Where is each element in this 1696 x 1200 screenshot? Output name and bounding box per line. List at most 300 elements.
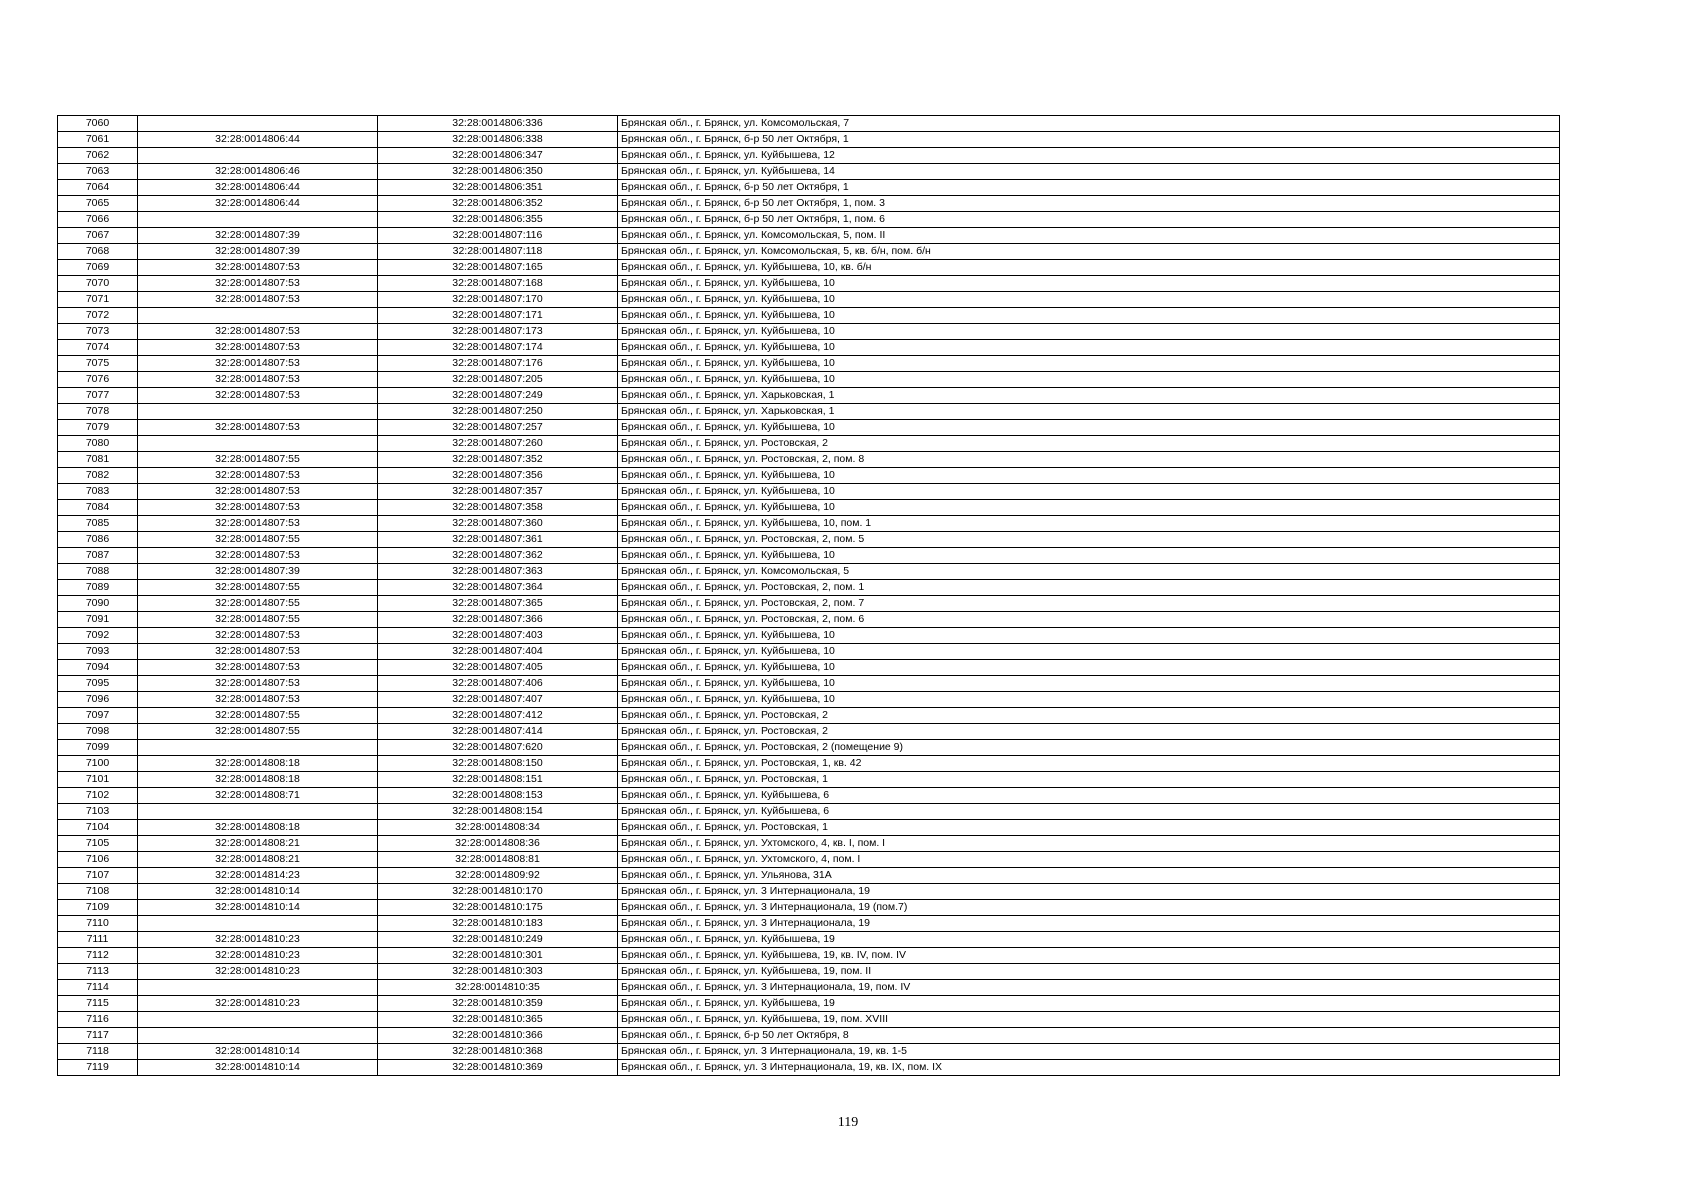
table-row bbox=[58, 212, 1560, 228]
address-cell: Брянская обл., г. Брянск, ул. Ростовская, 2 bbox=[618, 436, 1560, 452]
address-cell: Брянская обл., г. Брянск, ул. Куйбышева, 10 bbox=[618, 276, 1560, 292]
address-cell: Брянская обл., г. Брянск, ул. Ростовская, 1, кв. 42 bbox=[618, 756, 1560, 772]
cadastral-number-cell: 32:28:0014810:183 bbox=[378, 916, 618, 932]
address-cell: Брянская обл., г. Брянск, ул. Куйбышева, 10 bbox=[618, 628, 1560, 644]
row-number-cell: 7083 bbox=[58, 484, 138, 500]
address-cell: Брянская обл., г. Брянск, ул. Куйбышева, 19 bbox=[618, 932, 1560, 948]
parent-cadastral-number-cell bbox=[138, 1028, 378, 1044]
table-row bbox=[58, 660, 1560, 676]
row-number-cell: 7066 bbox=[58, 212, 138, 228]
row-number-cell: 7060 bbox=[58, 116, 138, 132]
parent-cadastral-number-cell bbox=[138, 980, 378, 996]
parent-cadastral-number-cell: 32:28:0014807:53 bbox=[138, 260, 378, 276]
row-number-cell: 7096 bbox=[58, 692, 138, 708]
parent-cadastral-number-cell: 32:28:0014806:44 bbox=[138, 196, 378, 212]
table-row bbox=[58, 388, 1560, 404]
parent-cadastral-number-cell bbox=[138, 116, 378, 132]
cadastral-number-cell: 32:28:0014807:249 bbox=[378, 388, 618, 404]
address-cell: Брянская обл., г. Брянск, ул. Куйбышева, 19 bbox=[618, 996, 1560, 1012]
address-cell: Брянская обл., г. Брянск, ул. Куйбышева, 10 bbox=[618, 324, 1560, 340]
table-row bbox=[58, 260, 1560, 276]
row-number-cell: 7104 bbox=[58, 820, 138, 836]
parent-cadastral-number-cell: 32:28:0014807:55 bbox=[138, 532, 378, 548]
address-cell: Брянская обл., г. Брянск, б-р 50 лет Октября, 1, пом. 6 bbox=[618, 212, 1560, 228]
table-row bbox=[58, 980, 1560, 996]
row-number-cell: 7105 bbox=[58, 836, 138, 852]
row-number-cell: 7082 bbox=[58, 468, 138, 484]
cadastral-number-cell: 32:28:0014807:116 bbox=[378, 228, 618, 244]
parent-cadastral-number-cell: 32:28:0014814:23 bbox=[138, 868, 378, 884]
parent-cadastral-number-cell: 32:28:0014807:55 bbox=[138, 580, 378, 596]
parent-cadastral-number-cell: 32:28:0014807:55 bbox=[138, 596, 378, 612]
row-number-cell: 7108 bbox=[58, 884, 138, 900]
parent-cadastral-number-cell bbox=[138, 436, 378, 452]
address-cell: Брянская обл., г. Брянск, ул. Куйбышева, 10 bbox=[618, 676, 1560, 692]
row-number-cell: 7114 bbox=[58, 980, 138, 996]
parent-cadastral-number-cell bbox=[138, 916, 378, 932]
parent-cadastral-number-cell bbox=[138, 804, 378, 820]
address-cell: Брянская обл., г. Брянск, ул. Куйбышева, 19, пом. II bbox=[618, 964, 1560, 980]
row-number-cell: 7085 bbox=[58, 516, 138, 532]
address-cell: Брянская обл., г. Брянск, ул. Комсомольская, 5 bbox=[618, 564, 1560, 580]
table-row bbox=[58, 1044, 1560, 1060]
table-row bbox=[58, 916, 1560, 932]
parent-cadastral-number-cell bbox=[138, 1012, 378, 1028]
cadastral-number-cell: 32:28:0014808:151 bbox=[378, 772, 618, 788]
cadastral-number-cell: 32:28:0014810:366 bbox=[378, 1028, 618, 1044]
table-row bbox=[58, 404, 1560, 420]
row-number-cell: 7098 bbox=[58, 724, 138, 740]
address-cell: Брянская обл., г. Брянск, ул. Куйбышева, 10 bbox=[618, 660, 1560, 676]
table-row bbox=[58, 244, 1560, 260]
address-cell: Брянская обл., г. Брянск, ул. Куйбышева, 10 bbox=[618, 420, 1560, 436]
address-cell: Брянская обл., г. Брянск, ул. Харьковская, 1 bbox=[618, 388, 1560, 404]
row-number-cell: 7112 bbox=[58, 948, 138, 964]
address-cell: Брянская обл., г. Брянск, ул. Комсомольская, 5, кв. б/н, пом. б/н bbox=[618, 244, 1560, 260]
table-row bbox=[58, 164, 1560, 180]
registry-table-body bbox=[58, 116, 1560, 1076]
parent-cadastral-number-cell: 32:28:0014807:53 bbox=[138, 484, 378, 500]
cadastral-number-cell: 32:28:0014808:150 bbox=[378, 756, 618, 772]
row-number-cell: 7063 bbox=[58, 164, 138, 180]
address-cell: Брянская обл., г. Брянск, ул. Куйбышева, 10 bbox=[618, 468, 1560, 484]
table-row bbox=[58, 628, 1560, 644]
table-row bbox=[58, 996, 1560, 1012]
parent-cadastral-number-cell: 32:28:0014810:23 bbox=[138, 948, 378, 964]
parent-cadastral-number-cell: 32:28:0014807:53 bbox=[138, 420, 378, 436]
row-number-cell: 7090 bbox=[58, 596, 138, 612]
cadastral-number-cell: 32:28:0014810:303 bbox=[378, 964, 618, 980]
row-number-cell: 7069 bbox=[58, 260, 138, 276]
cadastral-number-cell: 32:28:0014810:35 bbox=[378, 980, 618, 996]
address-cell: Брянская обл., г. Брянск, ул. Куйбышева, 10 bbox=[618, 292, 1560, 308]
address-cell: Брянская обл., г. Брянск, ул. 3 Интернационала, 19, кв. IX, пом. IX bbox=[618, 1060, 1560, 1076]
parent-cadastral-number-cell: 32:28:0014807:39 bbox=[138, 228, 378, 244]
cadastral-number-cell: 32:28:0014810:359 bbox=[378, 996, 618, 1012]
table-row bbox=[58, 804, 1560, 820]
address-cell: Брянская обл., г. Брянск, ул. Куйбышева, 10 bbox=[618, 644, 1560, 660]
address-cell: Брянская обл., г. Брянск, ул. Ухтомского, 4, кв. I, пом. I bbox=[618, 836, 1560, 852]
cadastral-number-cell: 32:28:0014807:356 bbox=[378, 468, 618, 484]
address-cell: Брянская обл., г. Брянск, ул. Куйбышева, 10 bbox=[618, 308, 1560, 324]
row-number-cell: 7094 bbox=[58, 660, 138, 676]
address-cell: Брянская обл., г. Брянск, ул. Куйбышева, 10, кв. б/н bbox=[618, 260, 1560, 276]
row-number-cell: 7091 bbox=[58, 612, 138, 628]
row-number-cell: 7062 bbox=[58, 148, 138, 164]
cadastral-number-cell: 32:28:0014807:362 bbox=[378, 548, 618, 564]
table-row bbox=[58, 708, 1560, 724]
row-number-cell: 7078 bbox=[58, 404, 138, 420]
cadastral-number-cell: 32:28:0014807:165 bbox=[378, 260, 618, 276]
parent-cadastral-number-cell: 32:28:0014807:53 bbox=[138, 324, 378, 340]
cadastral-number-cell: 32:28:0014807:173 bbox=[378, 324, 618, 340]
parent-cadastral-number-cell: 32:28:0014807:53 bbox=[138, 516, 378, 532]
row-number-cell: 7087 bbox=[58, 548, 138, 564]
parent-cadastral-number-cell: 32:28:0014807:53 bbox=[138, 292, 378, 308]
row-number-cell: 7102 bbox=[58, 788, 138, 804]
address-cell: Брянская обл., г. Брянск, ул. Куйбышева, 14 bbox=[618, 164, 1560, 180]
cadastral-number-cell: 32:28:0014807:412 bbox=[378, 708, 618, 724]
address-cell: Брянская обл., г. Брянск, ул. Ростовская, 2, пом. 6 bbox=[618, 612, 1560, 628]
parent-cadastral-number-cell: 32:28:0014807:55 bbox=[138, 708, 378, 724]
address-cell: Брянская обл., г. Брянск, ул. Ульянова, 31А bbox=[618, 868, 1560, 884]
address-cell: Брянская обл., г. Брянск, ул. Ростовская, 2, пом. 8 bbox=[618, 452, 1560, 468]
cadastral-number-cell: 32:28:0014806:352 bbox=[378, 196, 618, 212]
address-cell: Брянская обл., г. Брянск, ул. Куйбышева, 19, кв. IV, пом. IV bbox=[618, 948, 1560, 964]
address-cell: Брянская обл., г. Брянск, ул. Ростовская, 2, пом. 5 bbox=[618, 532, 1560, 548]
row-number-cell: 7093 bbox=[58, 644, 138, 660]
cadastral-number-cell: 32:28:0014808:154 bbox=[378, 804, 618, 820]
cadastral-number-cell: 32:28:0014810:301 bbox=[378, 948, 618, 964]
cadastral-number-cell: 32:28:0014807:171 bbox=[378, 308, 618, 324]
address-cell: Брянская обл., г. Брянск, ул. Куйбышева, 10 bbox=[618, 372, 1560, 388]
table-row bbox=[58, 500, 1560, 516]
row-number-cell: 7100 bbox=[58, 756, 138, 772]
table-row bbox=[58, 964, 1560, 980]
parent-cadastral-number-cell: 32:28:0014807:55 bbox=[138, 612, 378, 628]
cadastral-number-cell: 32:28:0014807:366 bbox=[378, 612, 618, 628]
row-number-cell: 7116 bbox=[58, 1012, 138, 1028]
cadastral-number-cell: 32:28:0014806:338 bbox=[378, 132, 618, 148]
cadastral-number-cell: 32:28:0014810:249 bbox=[378, 932, 618, 948]
parent-cadastral-number-cell: 32:28:0014808:21 bbox=[138, 852, 378, 868]
table-row bbox=[58, 836, 1560, 852]
table-row bbox=[58, 740, 1560, 756]
table-row bbox=[58, 420, 1560, 436]
row-number-cell: 7076 bbox=[58, 372, 138, 388]
cadastral-number-cell: 32:28:0014809:92 bbox=[378, 868, 618, 884]
address-cell: Брянская обл., г. Брянск, ул. Куйбышева, 6 bbox=[618, 788, 1560, 804]
cadastral-number-cell: 32:28:0014807:404 bbox=[378, 644, 618, 660]
row-number-cell: 7106 bbox=[58, 852, 138, 868]
row-number-cell: 7072 bbox=[58, 308, 138, 324]
table-row bbox=[58, 564, 1560, 580]
registry-table bbox=[57, 115, 1560, 1076]
address-cell: Брянская обл., г. Брянск, ул. Куйбышева, 6 bbox=[618, 804, 1560, 820]
table-row bbox=[58, 596, 1560, 612]
table-row bbox=[58, 948, 1560, 964]
table-row bbox=[58, 276, 1560, 292]
parent-cadastral-number-cell: 32:28:0014808:21 bbox=[138, 836, 378, 852]
cadastral-number-cell: 32:28:0014808:153 bbox=[378, 788, 618, 804]
parent-cadastral-number-cell: 32:28:0014810:23 bbox=[138, 996, 378, 1012]
table-row bbox=[58, 612, 1560, 628]
cadastral-number-cell: 32:28:0014806:355 bbox=[378, 212, 618, 228]
row-number-cell: 7065 bbox=[58, 196, 138, 212]
table-row bbox=[58, 436, 1560, 452]
address-cell: Брянская обл., г. Брянск, ул. Куйбышева, 10, пом. 1 bbox=[618, 516, 1560, 532]
row-number-cell: 7075 bbox=[58, 356, 138, 372]
cadastral-number-cell: 32:28:0014807:260 bbox=[378, 436, 618, 452]
parent-cadastral-number-cell bbox=[138, 308, 378, 324]
parent-cadastral-number-cell: 32:28:0014807:53 bbox=[138, 548, 378, 564]
cadastral-number-cell: 32:28:0014807:176 bbox=[378, 356, 618, 372]
cadastral-number-cell: 32:28:0014806:336 bbox=[378, 116, 618, 132]
table-row bbox=[58, 308, 1560, 324]
parent-cadastral-number-cell: 32:28:0014806:44 bbox=[138, 180, 378, 196]
table-row bbox=[58, 196, 1560, 212]
cadastral-number-cell: 32:28:0014807:257 bbox=[378, 420, 618, 436]
parent-cadastral-number-cell: 32:28:0014808:18 bbox=[138, 820, 378, 836]
table-row bbox=[58, 228, 1560, 244]
parent-cadastral-number-cell: 32:28:0014808:71 bbox=[138, 788, 378, 804]
parent-cadastral-number-cell: 32:28:0014807:39 bbox=[138, 244, 378, 260]
parent-cadastral-number-cell: 32:28:0014807:53 bbox=[138, 644, 378, 660]
address-cell: Брянская обл., г. Брянск, б-р 50 лет Октября, 1 bbox=[618, 180, 1560, 196]
cadastral-number-cell: 32:28:0014810:368 bbox=[378, 1044, 618, 1060]
cadastral-number-cell: 32:28:0014808:81 bbox=[378, 852, 618, 868]
table-row bbox=[58, 772, 1560, 788]
table-row bbox=[58, 468, 1560, 484]
table-row bbox=[58, 820, 1560, 836]
table-row bbox=[58, 884, 1560, 900]
address-cell: Брянская обл., г. Брянск, б-р 50 лет Октября, 1, пом. 3 bbox=[618, 196, 1560, 212]
cadastral-number-cell: 32:28:0014807:170 bbox=[378, 292, 618, 308]
row-number-cell: 7074 bbox=[58, 340, 138, 356]
address-cell: Брянская обл., г. Брянск, ул. Ростовская, 2, пом. 1 bbox=[618, 580, 1560, 596]
cadastral-number-cell: 32:28:0014807:363 bbox=[378, 564, 618, 580]
address-cell: Брянская обл., г. Брянск, ул. Ростовская, 1 bbox=[618, 820, 1560, 836]
row-number-cell: 7073 bbox=[58, 324, 138, 340]
table-row bbox=[58, 1012, 1560, 1028]
row-number-cell: 7077 bbox=[58, 388, 138, 404]
address-cell: Брянская обл., г. Брянск, ул. Куйбышева, 10 bbox=[618, 356, 1560, 372]
address-cell: Брянская обл., г. Брянск, ул. Комсомольская, 7 bbox=[618, 116, 1560, 132]
parent-cadastral-number-cell: 32:28:0014810:14 bbox=[138, 900, 378, 916]
cadastral-number-cell: 32:28:0014807:365 bbox=[378, 596, 618, 612]
parent-cadastral-number-cell: 32:28:0014807:53 bbox=[138, 660, 378, 676]
parent-cadastral-number-cell bbox=[138, 148, 378, 164]
parent-cadastral-number-cell: 32:28:0014810:23 bbox=[138, 964, 378, 980]
table-row bbox=[58, 756, 1560, 772]
row-number-cell: 7110 bbox=[58, 916, 138, 932]
cadastral-number-cell: 32:28:0014810:365 bbox=[378, 1012, 618, 1028]
address-cell: Брянская обл., г. Брянск, ул. 3 Интернационала, 19 (пом.7) bbox=[618, 900, 1560, 916]
cadastral-number-cell: 32:28:0014807:364 bbox=[378, 580, 618, 596]
parent-cadastral-number-cell: 32:28:0014810:14 bbox=[138, 1060, 378, 1076]
table-row bbox=[58, 532, 1560, 548]
table-row bbox=[58, 148, 1560, 164]
address-cell: Брянская обл., г. Брянск, ул. Куйбышева, 10 bbox=[618, 340, 1560, 356]
address-cell: Брянская обл., г. Брянск, ул. Ростовская, 1 bbox=[618, 772, 1560, 788]
table-row bbox=[58, 116, 1560, 132]
table-row bbox=[58, 292, 1560, 308]
row-number-cell: 7092 bbox=[58, 628, 138, 644]
row-number-cell: 7064 bbox=[58, 180, 138, 196]
table-row bbox=[58, 1060, 1560, 1076]
row-number-cell: 7101 bbox=[58, 772, 138, 788]
cadastral-number-cell: 32:28:0014807:361 bbox=[378, 532, 618, 548]
cadastral-number-cell: 32:28:0014806:350 bbox=[378, 164, 618, 180]
address-cell: Брянская обл., г. Брянск, ул. 3 Интернационала, 19 bbox=[618, 884, 1560, 900]
parent-cadastral-number-cell: 32:28:0014807:53 bbox=[138, 372, 378, 388]
address-cell: Брянская обл., г. Брянск, ул. Ростовская, 2 bbox=[618, 708, 1560, 724]
row-number-cell: 7068 bbox=[58, 244, 138, 260]
row-number-cell: 7088 bbox=[58, 564, 138, 580]
cadastral-number-cell: 32:28:0014807:250 bbox=[378, 404, 618, 420]
row-number-cell: 7117 bbox=[58, 1028, 138, 1044]
cadastral-number-cell: 32:28:0014807:405 bbox=[378, 660, 618, 676]
table-row bbox=[58, 548, 1560, 564]
table-row bbox=[58, 900, 1560, 916]
parent-cadastral-number-cell: 32:28:0014810:23 bbox=[138, 932, 378, 948]
parent-cadastral-number-cell: 32:28:0014806:44 bbox=[138, 132, 378, 148]
parent-cadastral-number-cell: 32:28:0014806:46 bbox=[138, 164, 378, 180]
cadastral-number-cell: 32:28:0014807:406 bbox=[378, 676, 618, 692]
row-number-cell: 7081 bbox=[58, 452, 138, 468]
parent-cadastral-number-cell bbox=[138, 740, 378, 756]
parent-cadastral-number-cell: 32:28:0014807:55 bbox=[138, 452, 378, 468]
row-number-cell: 7107 bbox=[58, 868, 138, 884]
parent-cadastral-number-cell: 32:28:0014807:53 bbox=[138, 692, 378, 708]
cadastral-number-cell: 32:28:0014810:170 bbox=[378, 884, 618, 900]
table-row bbox=[58, 516, 1560, 532]
cadastral-number-cell: 32:28:0014807:358 bbox=[378, 500, 618, 516]
cadastral-number-cell: 32:28:0014808:36 bbox=[378, 836, 618, 852]
row-number-cell: 7111 bbox=[58, 932, 138, 948]
address-cell: Брянская обл., г. Брянск, ул. Харьковская, 1 bbox=[618, 404, 1560, 420]
table-row bbox=[58, 180, 1560, 196]
table-row bbox=[58, 676, 1560, 692]
row-number-cell: 7118 bbox=[58, 1044, 138, 1060]
table-row bbox=[58, 1028, 1560, 1044]
table-row bbox=[58, 484, 1560, 500]
cadastral-number-cell: 32:28:0014807:620 bbox=[378, 740, 618, 756]
table-row bbox=[58, 132, 1560, 148]
address-cell: Брянская обл., г. Брянск, ул. Куйбышева, 10 bbox=[618, 500, 1560, 516]
cadastral-number-cell: 32:28:0014807:118 bbox=[378, 244, 618, 260]
table-row bbox=[58, 340, 1560, 356]
row-number-cell: 7113 bbox=[58, 964, 138, 980]
parent-cadastral-number-cell: 32:28:0014808:18 bbox=[138, 772, 378, 788]
row-number-cell: 7061 bbox=[58, 132, 138, 148]
table-row bbox=[58, 692, 1560, 708]
cadastral-number-cell: 32:28:0014807:360 bbox=[378, 516, 618, 532]
address-cell: Брянская обл., г. Брянск, ул. Куйбышева, 10 bbox=[618, 692, 1560, 708]
parent-cadastral-number-cell: 32:28:0014807:53 bbox=[138, 388, 378, 404]
row-number-cell: 7071 bbox=[58, 292, 138, 308]
row-number-cell: 7080 bbox=[58, 436, 138, 452]
parent-cadastral-number-cell bbox=[138, 404, 378, 420]
cadastral-number-cell: 32:28:0014810:175 bbox=[378, 900, 618, 916]
cadastral-number-cell: 32:28:0014807:352 bbox=[378, 452, 618, 468]
row-number-cell: 7086 bbox=[58, 532, 138, 548]
table-row bbox=[58, 372, 1560, 388]
cadastral-number-cell: 32:28:0014807:174 bbox=[378, 340, 618, 356]
address-cell: Брянская обл., г. Брянск, ул. 3 Интернационала, 19 bbox=[618, 916, 1560, 932]
row-number-cell: 7067 bbox=[58, 228, 138, 244]
table-row bbox=[58, 724, 1560, 740]
address-cell: Брянская обл., г. Брянск, ул. Ухтомского, 4, пом. I bbox=[618, 852, 1560, 868]
address-cell: Брянская обл., г. Брянск, ул. Комсомольская, 5, пом. II bbox=[618, 228, 1560, 244]
cadastral-number-cell: 32:28:0014807:168 bbox=[378, 276, 618, 292]
row-number-cell: 7095 bbox=[58, 676, 138, 692]
parent-cadastral-number-cell: 32:28:0014807:53 bbox=[138, 356, 378, 372]
table-row bbox=[58, 852, 1560, 868]
address-cell: Брянская обл., г. Брянск, ул. Куйбышева, 19, пом. XVIII bbox=[618, 1012, 1560, 1028]
row-number-cell: 7115 bbox=[58, 996, 138, 1012]
parent-cadastral-number-cell: 32:28:0014810:14 bbox=[138, 1044, 378, 1060]
parent-cadastral-number-cell: 32:28:0014807:53 bbox=[138, 500, 378, 516]
parent-cadastral-number-cell bbox=[138, 212, 378, 228]
table-row bbox=[58, 356, 1560, 372]
parent-cadastral-number-cell: 32:28:0014807:39 bbox=[138, 564, 378, 580]
row-number-cell: 7070 bbox=[58, 276, 138, 292]
cadastral-number-cell: 32:28:0014807:414 bbox=[378, 724, 618, 740]
address-cell: Брянская обл., г. Брянск, ул. Ростовская, 2, пом. 7 bbox=[618, 596, 1560, 612]
row-number-cell: 7119 bbox=[58, 1060, 138, 1076]
parent-cadastral-number-cell: 32:28:0014808:18 bbox=[138, 756, 378, 772]
row-number-cell: 7097 bbox=[58, 708, 138, 724]
address-cell: Брянская обл., г. Брянск, ул. 3 Интернационала, 19, кв. 1-5 bbox=[618, 1044, 1560, 1060]
parent-cadastral-number-cell: 32:28:0014807:53 bbox=[138, 468, 378, 484]
address-cell: Брянская обл., г. Брянск, б-р 50 лет Октября, 1 bbox=[618, 132, 1560, 148]
parent-cadastral-number-cell: 32:28:0014807:53 bbox=[138, 276, 378, 292]
table-row bbox=[58, 324, 1560, 340]
parent-cadastral-number-cell: 32:28:0014807:55 bbox=[138, 724, 378, 740]
row-number-cell: 7103 bbox=[58, 804, 138, 820]
address-cell: Брянская обл., г. Брянск, ул. Куйбышева, 10 bbox=[618, 484, 1560, 500]
table-row bbox=[58, 788, 1560, 804]
cadastral-number-cell: 32:28:0014810:369 bbox=[378, 1060, 618, 1076]
address-cell: Брянская обл., г. Брянск, ул. Ростовская, 2 bbox=[618, 724, 1560, 740]
cadastral-number-cell: 32:28:0014807:407 bbox=[378, 692, 618, 708]
cadastral-number-cell: 32:28:0014807:205 bbox=[378, 372, 618, 388]
row-number-cell: 7109 bbox=[58, 900, 138, 916]
address-cell: Брянская обл., г. Брянск, б-р 50 лет Октября, 8 bbox=[618, 1028, 1560, 1044]
parent-cadastral-number-cell: 32:28:0014810:14 bbox=[138, 884, 378, 900]
address-cell: Брянская обл., г. Брянск, ул. Куйбышева, 10 bbox=[618, 548, 1560, 564]
parent-cadastral-number-cell: 32:28:0014807:53 bbox=[138, 340, 378, 356]
parent-cadastral-number-cell: 32:28:0014807:53 bbox=[138, 676, 378, 692]
address-cell: Брянская обл., г. Брянск, ул. Ростовская, 2 (помещение 9) bbox=[618, 740, 1560, 756]
parent-cadastral-number-cell: 32:28:0014807:53 bbox=[138, 628, 378, 644]
row-number-cell: 7099 bbox=[58, 740, 138, 756]
table-row bbox=[58, 932, 1560, 948]
cadastral-number-cell: 32:28:0014807:357 bbox=[378, 484, 618, 500]
page-number: 119 bbox=[837, 1115, 859, 1130]
table-row bbox=[58, 868, 1560, 884]
address-cell: Брянская обл., г. Брянск, ул. Куйбышева, 12 bbox=[618, 148, 1560, 164]
cadastral-number-cell: 32:28:0014806:351 bbox=[378, 180, 618, 196]
table-row bbox=[58, 580, 1560, 596]
cadastral-number-cell: 32:28:0014808:34 bbox=[378, 820, 618, 836]
row-number-cell: 7079 bbox=[58, 420, 138, 436]
cadastral-number-cell: 32:28:0014807:403 bbox=[378, 628, 618, 644]
row-number-cell: 7084 bbox=[58, 500, 138, 516]
row-number-cell: 7089 bbox=[58, 580, 138, 596]
table-row bbox=[58, 452, 1560, 468]
